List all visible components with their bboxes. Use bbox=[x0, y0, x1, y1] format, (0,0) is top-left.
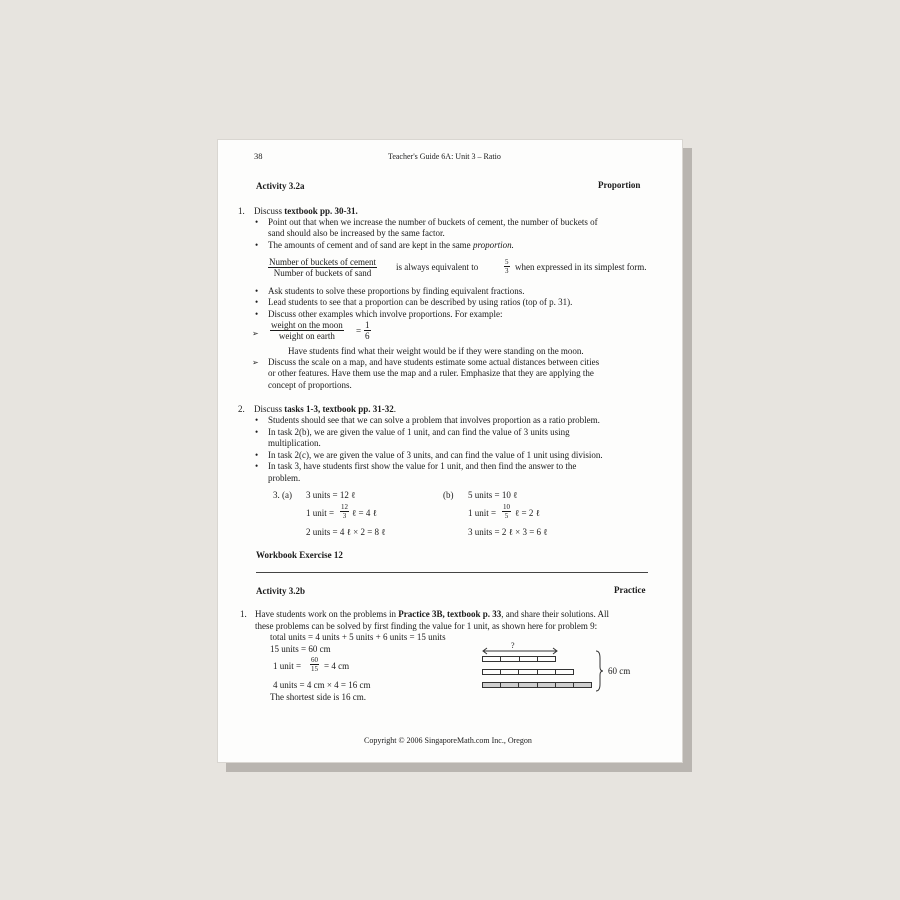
document-page bbox=[217, 139, 683, 763]
bullet-item: • In task 3, have students first show the value for 1 unit, and then find the answer to the bbox=[268, 461, 576, 472]
work-line: ℓ = 4 ℓ bbox=[352, 508, 377, 518]
fraction-denominator: 3 bbox=[342, 512, 347, 520]
item-text: Discuss bbox=[254, 206, 285, 216]
workbook-reference: Workbook Exercise 12 bbox=[256, 550, 343, 560]
item-text: Have students work on the problems in bbox=[255, 609, 399, 619]
work-line: total units = 4 units + 5 units + 6 units = 15 units bbox=[270, 632, 446, 642]
arrow-item: ➢ Discuss the scale on a map, and have students estimate some actual distances between cities bbox=[268, 357, 599, 368]
arrow-continuation: concept of proportions. bbox=[268, 380, 352, 390]
item-text: . bbox=[393, 404, 397, 414]
bullet-item: • Discuss other examples which involve proportions. For example: bbox=[268, 309, 502, 320]
arrow-continuation: or other features. Have them use the map and a ruler. Emphasize that they are applying the bbox=[268, 368, 594, 378]
work-line: 2 units = 4 ℓ × 2 = 8 ℓ bbox=[306, 527, 386, 537]
right-brace bbox=[594, 650, 604, 692]
activity-title: Activity 3.2b bbox=[256, 586, 305, 596]
work-line: 1 unit = bbox=[468, 508, 497, 518]
moon-fraction bbox=[270, 320, 344, 341]
bullet-item: • Students should see that we can solve a problem that involves proportion as a ratio problem. bbox=[268, 415, 600, 426]
work-line: 4 units = 4 cm × 4 = 16 cm bbox=[273, 680, 371, 690]
ratio-fraction bbox=[268, 257, 377, 278]
list-number: 1. bbox=[240, 609, 247, 619]
bullet-continuation: sand should also be increased by the same factor. bbox=[268, 228, 445, 238]
fraction-denominator: 6 bbox=[365, 331, 370, 341]
fraction-numerator: 1 bbox=[365, 320, 370, 330]
list-item bbox=[254, 404, 396, 415]
fraction-numerator: Number of buckets of cement bbox=[269, 257, 376, 267]
list-continuation: these problems can be solved by first finding the value for 1 unit, as shown here for problem 9: bbox=[255, 621, 598, 631]
bullet-item bbox=[268, 240, 514, 251]
work-line: 1 unit = bbox=[273, 661, 302, 671]
list-number: 2. bbox=[238, 404, 245, 414]
ratio-text-end: when expressed in its simplest form. bbox=[515, 262, 647, 272]
list-number: 1. bbox=[238, 206, 245, 216]
fraction-denominator: 5 bbox=[504, 512, 509, 520]
emphasis-text: proportion. bbox=[472, 240, 514, 250]
item-text: The amounts of cement and of sand are kept in the same bbox=[268, 240, 473, 250]
bullet-continuation: problem. bbox=[268, 473, 301, 483]
fraction-denominator: 15 bbox=[311, 665, 318, 673]
ratio-text: is always equivalent to bbox=[396, 262, 479, 272]
bar-5-units bbox=[482, 669, 574, 675]
fraction-denominator: 3 bbox=[505, 267, 509, 275]
bullet-item: • In task 2(c), we are given the value of 3 units, and can find the value of 1 unit using division. bbox=[268, 450, 603, 461]
work-line: 15 units = 60 cm bbox=[270, 644, 331, 654]
fraction-numerator: 10 bbox=[503, 503, 510, 511]
bullet-continuation: multiplication. bbox=[268, 438, 321, 448]
fraction-numerator: 5 bbox=[505, 258, 509, 266]
textbook-ref: Practice 3B, textbook p. 33 bbox=[398, 609, 502, 619]
fraction-10-5 bbox=[502, 503, 511, 520]
textbook-ref: textbook pp. 30-31. bbox=[284, 206, 358, 216]
arrow-span bbox=[480, 647, 560, 655]
copyright: Copyright © 2006 SingaporeMath.com Inc., Oregon bbox=[364, 736, 532, 745]
bar-4-units bbox=[482, 656, 556, 662]
item-text: Discuss bbox=[254, 404, 285, 414]
fraction-denominator: weight on earth bbox=[278, 331, 335, 341]
fraction-12-3 bbox=[340, 503, 349, 520]
section-divider bbox=[256, 572, 648, 573]
work-line: 1 unit = bbox=[306, 508, 335, 518]
equals-sign: = bbox=[356, 326, 362, 336]
fraction-numerator: 12 bbox=[341, 503, 348, 511]
activity-tag: Proportion bbox=[598, 180, 641, 190]
activity-title: Activity 3.2a bbox=[256, 181, 305, 191]
fraction-numerator: weight on the moon bbox=[271, 320, 343, 330]
bullet-item: • Ask students to solve these proportions by finding equivalent fractions. bbox=[268, 286, 524, 297]
task-label: (b) bbox=[443, 490, 454, 500]
page-number: 38 bbox=[254, 151, 263, 161]
fraction-60-15 bbox=[310, 656, 319, 673]
bullet-item: • Point out that when we increase the number of buckets of cement, the number of buckets of bbox=[268, 217, 598, 228]
fraction-numerator: 60 bbox=[311, 656, 318, 664]
work-line: = 4 cm bbox=[324, 661, 350, 671]
fraction-one-sixth bbox=[364, 320, 371, 341]
list-item bbox=[255, 609, 609, 620]
work-line: 5 units = 10 ℓ bbox=[468, 490, 518, 500]
item-text: , and share their solutions. All bbox=[501, 609, 609, 619]
bullet-item: • Lead students to see that a proportion can be described by using ratios (top of p. 31). bbox=[268, 297, 572, 308]
total-label: 60 cm bbox=[608, 666, 631, 676]
moon-note: Have students find what their weight would be if they were standing on the moon. bbox=[288, 346, 584, 356]
task-label: 3. (a) bbox=[273, 490, 292, 500]
activity-tag: Practice bbox=[614, 585, 646, 595]
running-header: Teacher's Guide 6A: Unit 3 – Ratio bbox=[388, 152, 501, 161]
textbook-ref: tasks 1-3, textbook pp. 31-32 bbox=[284, 404, 394, 414]
work-line: 3 units = 12 ℓ bbox=[306, 490, 356, 500]
work-line: 3 units = 2 ℓ × 3 = 6 ℓ bbox=[468, 527, 548, 537]
list-item bbox=[254, 206, 358, 217]
fraction-denominator: Number of buckets of sand bbox=[273, 268, 372, 278]
work-line: ℓ = 2 ℓ bbox=[515, 508, 540, 518]
unknown-label: ? bbox=[511, 641, 515, 650]
fraction-five-thirds bbox=[504, 258, 510, 275]
bar-6-units bbox=[482, 682, 592, 688]
work-line: The shortest side is 16 cm. bbox=[270, 692, 366, 702]
bullet-item: • In task 2(b), we are given the value of 1 unit, and can find the value of 3 units using bbox=[268, 427, 570, 438]
